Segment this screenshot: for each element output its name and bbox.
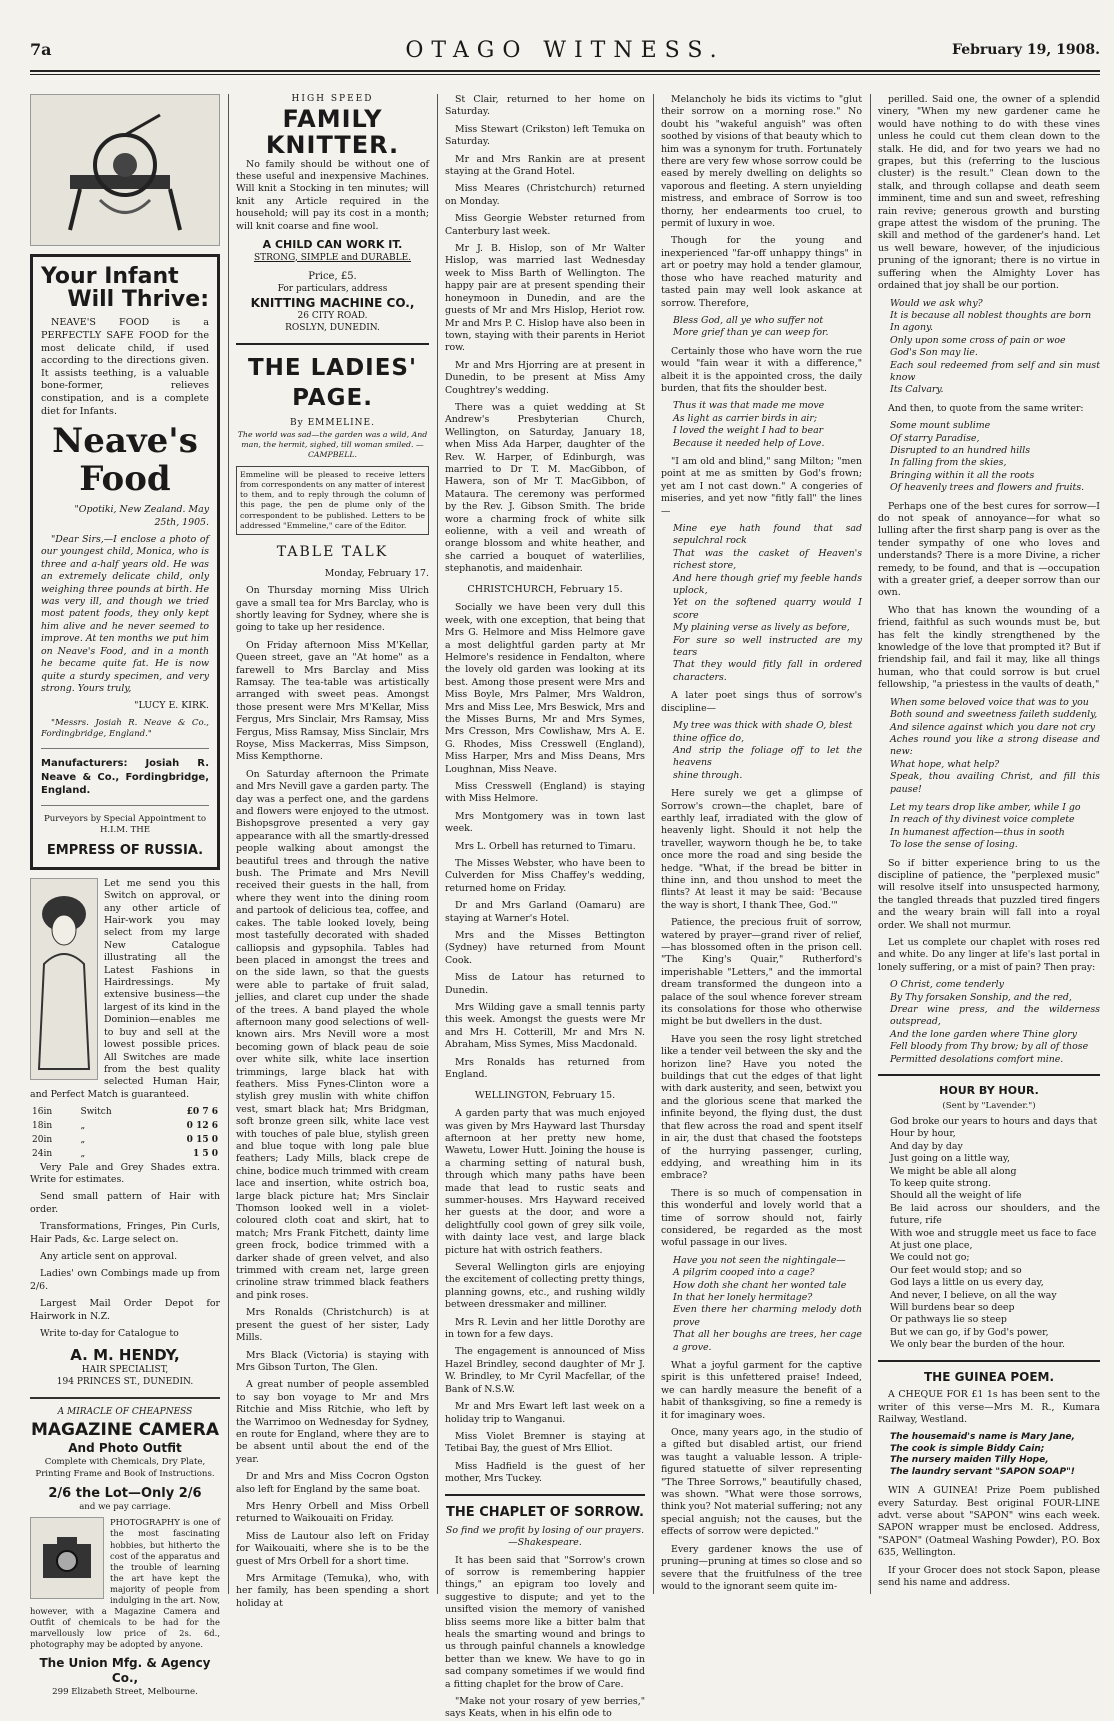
table-talk-dateline: Monday, February 17. [324, 567, 429, 579]
table-row: 24in „ 1 5 0 [32, 1148, 218, 1159]
neave-food-ad [30, 254, 220, 870]
switch-price-table [30, 1106, 220, 1162]
ladies-page-column [236, 94, 429, 1609]
paragraph: Mr and Mrs Hjorring are at present in Dunedin, to be present at Miss Amy Coughtrey's wedding. [445, 359, 645, 396]
hendy-name: A. M. HENDY, [70, 1345, 180, 1364]
camera-detail: Complete with Chemicals, Dry Plate, Printing Frame and Book of Instructions. [35, 1457, 215, 1479]
paragraph: perilled. Said one, the owner of a splendid vinery, "When my new gardener came he would have nothing to do with these vines unless he could cut them clean down to the stalk. He did, and for two years we had no grapes, but this (referring to the luscious cluster) is the result." Clean down to the stalk, and through collapse and death seem imminent, time and sun and sweet, refreshing rain revive; generous growth and bursting grape attest the wisdom of the pruning. The skill and method of the gardener's hand. Let us well beware, however, of the injudicious pruning of the ignorant; there is no virtue in suffering when the Almighty Lover has ordained that joy shall be our portion. [878, 94, 1100, 292]
paragraph: The Misses Webster, who have been to Culverden for Miss Chaffey's wedding, returned home on Friday. [445, 858, 645, 894]
camera-kicker: A MIRACLE OF CHEAPNESS [57, 1407, 193, 1418]
table-row: 18in „ 0 12 6 [32, 1121, 218, 1131]
paragraph: What a joyful garment for the captive spirit is this unfettered praise! Indeed, we can hardly measure the benefit of a habit of thanksgiving, so fine a remedy is it for imaginary woes. [661, 1360, 862, 1421]
paragraph: Mr J. B. Hislop, son of Mr Walter Hislop, was married last Wednesday week to Miss Barth of Wellington. The happy pair are at present spending their honeymoon in Dunedin, and are the guests of Mr and Mrs Hislop, Heriot row. Mr and Mrs P. C. Hislop have also been in town, staying with their parents in Heriot row. [445, 243, 645, 354]
knitter-kicker: HIGH SPEED [291, 94, 374, 104]
paragraph: Who that has known the wounding of a friend, faithful as such wounds must be, but has felt the kindly strengthened by the knowledge of the love that prompted it? But if friendship fail, and fail it may, like all things human, who that could sorrow is but cruel fellowship, "a priestess in the vaults of death," [878, 604, 1100, 691]
ladies-page-epigraph: The world was sad—the garden was a wild, And man, the hermit, sighed, till woman smiled. —CAMPBELL. [237, 429, 428, 460]
paragraph: It has been said that "Sorrow's crown of sorrow is remembering happier things," an epigram too lovely and suggestive to dispute; and yet to the unsifted vision the memory of vanished bliss seems more like a bitter balm that heals the smarting wound and brings to us through painful channels a knowledge better than we knew. We have to go in sad company sometimes if we would find a fitting chaplet for the brow of Care. [445, 1554, 645, 1690]
neave-empress: EMPRESS OF RUSSIA. [46, 842, 204, 858]
verse: Let my tears drop like amber, while I go In reach of thy divinest voice complete In humanest affection—thus in sooth To lose the sense of losing. [890, 801, 1081, 851]
knitter-addr2: ROSLYN, DUNEDIN. [285, 323, 380, 334]
hendy-ad [30, 878, 220, 1389]
neave-body: NEAVE'S FOOD is a PERFECTLY SAFE FOOD for the most delicate child, if used according to the directions given. It assists teething, is a valuable bone-former, relieves constipation, and is a complete diet for Infants. [41, 317, 209, 417]
hendy-address: 194 PRINCES ST., DUNEDIN. [56, 1377, 194, 1388]
camera-title: MAGAZINE CAMERA [30, 1419, 219, 1440]
camera-illustration [30, 1517, 104, 1599]
verse: Have you not seen the nightingale— A pilgrim cooped into a cage? How doth she chant her wonted tale In that her lonely hermitage? Even there her charming melody doth prove That all her boughs are trees, her cage a grove. [673, 1254, 862, 1353]
paragraph: Dr and Mrs and Miss Cocron Ogston also left for England by the same boat. [236, 1471, 429, 1495]
hour-by-hour-verse: God broke our years to hours and days that Hour by hour, And day by day Just going on a little way, We might be able all along To keep quite strong. Should all the weight of life Be laid across our shoulders, and the future, rife With woe and struggle meet us face to face At just one place, We could not go; Our feet would stop; and so God lays a little on us every day, And never, I believe, on all the way Will burdens bear so deep Or pathways lie so steep But we can go, if by God's power, We only bear the burden of the hour. [890, 1115, 1100, 1351]
paragraph: Certainly those who have worn the rue would "fain wear it with a difference," albeit it is the appointed cross, the daily burden, that fits the shoulder best. [661, 345, 862, 394]
paragraph: Mr and Mrs Ewart left last week on a holiday trip to Wanganui. [445, 1401, 645, 1425]
paragraph: Patience, the precious fruit of sorrow, watered by prayer—grand river of relief, —has blossomed often in the prison cell. "The King's Quair," Rutherford's imperishable "Letters," and the immortal dream transformed the dungeon into a palace of the soul whence forever stream its consolations for those who otherwise might be but dwellers in the dust. [661, 917, 862, 1028]
camera-carriage: and we pay carriage. [79, 1502, 171, 1513]
camera-company: The Union Mfg. & Agency Co., [39, 1655, 211, 1686]
camera-ad [30, 1407, 220, 1698]
hendy-combings: Ladies' own Combings made up from 2/6. [30, 1268, 220, 1292]
hendy-shades: Very Pale and Grey Shades extra. Write for estimates. [30, 1161, 220, 1186]
paragraph: Have you seen the rosy light stretched like a tender veil between the sky and the horizon line? Have you noted the buildings that cut the edges of that light with dark austerity, and seen, betwixt you and the glorious scene that marked the infinite beyond, the flying dust, the dust that flew across the road and spent itself in air, the dust that chased the footsteps of the hurrying passenger, curling, eddying, and wreathing him in its embrace? [661, 1033, 862, 1182]
chaplet-epigraph: So find we profit by losing of our prayers. —Shakespeare. [445, 1524, 645, 1549]
paragraph: Melancholy he bids its victims to "glut their sorrow on a morning rose." No doubt his "wakeful anguish" was often soothed by visions of that beauty which to him was a synonym for truth. Fortunately there are very few whose sorrow could be eased by merely dwelling on delights so vaporous and fleeting. A stern unyielding mistress, and embrace of Sorrow is too thorny, her endearments too cruel, to permit of luxury in woe. [661, 94, 862, 230]
paragraph: Mrs Ronalds has returned from England. [445, 1056, 645, 1081]
knitter-ad [236, 94, 429, 335]
knitter-addr1: 26 CITY ROAD. [297, 311, 368, 322]
paragraph: A garden party that was much enjoyed was given by Mrs Hayward last Thursday afternoon at her pretty new home, Wawetu, Lower Hutt. Joining the house is a charming setting of natural bush, through which many paths have been made that lead to rustic seats and summer-houses. Mrs Hayward received her guests at the door, and wore a delightfully cool gown of grey silk voile, with dainty lace vest, and large black picture hat with ostrich feathers. [445, 1108, 645, 1256]
paragraph: Mrs Wilding gave a small tennis party this week. Amongst the guests were Mr and Mrs H. Cotterill, Mr and Mrs N. Abraham, Miss Symes, Miss Macdonald. [445, 1002, 645, 1051]
poems-column [878, 94, 1100, 1594]
paragraph: "I am old and blind," sang Milton; "men point at me as smitten by God's frown; yet am I not cast down." A congeries of miseries, and yet now "fitly fall" the lines— [661, 455, 862, 517]
camera-subtitle: And Photo Outfit [68, 1441, 182, 1456]
paragraph: Miss Georgie Webster returned from Canterbury last week. [445, 213, 645, 237]
chaplet-column [661, 94, 862, 1594]
hendy-sample: Send small pattern of Hair with order. [30, 1191, 220, 1215]
paragraph: A great number of people assembled to say bon voyage to Mr and Mrs Ritchie and Miss Ritchie, who left by the Warrimoo on Wednesday for Sydney, en route for England, where they are to be absent until about the end of the year. [236, 1379, 429, 1465]
paragraph: Miss Cresswell (England) is staying with Miss Helmore. [445, 780, 645, 805]
verse: O Christ, come tenderly By Thy forsaken Sonship, and the red, Drear wine press, and the wilderness outspread, And the lone garden where Thine glory Fell bloody from Thy brow; by all of those Permitted desolations comfort mine. [890, 979, 1100, 1065]
ladies-page-byline: By EMMELINE. [290, 417, 375, 428]
hour-by-hour-credit: (Sent by "Lavender.") [942, 1100, 1036, 1111]
paragraph: Perhaps one of the best cures for sorrow—I do not speak of annoyance—for what so lulling after the first sharp pang is over as the tender sympathy of one who loves and understands? There is a more Divine, a richer remedy, to be found, and that is —occupation with a greater grief, a deeper sorrow than our own. [878, 500, 1100, 599]
paragraph: Socially we have been very dull this week, with one exception, that being that Mrs G. Helmore and Miss Helmore gave a most delightful garden party at Mr Helmore's residence in Fendalton, where the lovely old garden was looking at its best. Among those present were Mrs and Miss Boyle, Mrs Palmer, Mrs Waldron, Mrs and Miss Lee, Mrs Beswick, Mrs and the Misses Burns, Mr and Mrs Symes, Mrs Cresson, Mrs Cowlishaw, Mrs A. E. G. Rhodes, Miss Cresswell (England), Miss Harper, Mrs and Miss Deans, Mrs Loughnan, Miss Neave. [445, 602, 645, 775]
verse: Would we ask why? It is because all noblest thoughts are born In agony. Only upon some cross of pain or woe God's Son may lie. Each soul redeemed from self and sin must know Its Calvary. [890, 297, 1100, 396]
paragraph: Mrs Montgomery was in town last week. [445, 810, 645, 835]
hendy-catalogue: Write to-day for Catalogue to [40, 1328, 179, 1340]
knitter-title: FAMILY KNITTER. [265, 104, 400, 160]
verse: My tree was thick with shade O, blest thine office do, And strip the foliage off to let the heavens shine through. [673, 720, 862, 781]
knitter-body: No family should be without one of these useful and inexpensive Machines. Will knit a Stocking in ten minutes; will knit any Article required in the household; will pay its cost in a month; will knit coarse and fine wool. [236, 158, 429, 232]
paragraph: Miss Stewart (Crikston) left Temuka on Saturday. [445, 123, 645, 148]
knitter-company: KNITTING MACHINE CO., [250, 295, 415, 310]
paragraph: Mrs R. Levin and her little Dorothy are in town for a few days. [445, 1316, 645, 1341]
paragraph: On Thursday morning Miss Ulrich gave a small tea for Mrs Barclay, who is shortly leaving for Sydney, where she is going to take up her residence. [236, 585, 429, 634]
verse: Some mount sublime Of starry Paradise, Disrupted to an hundred hills In falling from the skies, Bringing within it all the roots Of heavenly trees and flowers and fruits. [890, 420, 1085, 494]
header-rule [30, 70, 1100, 72]
paragraph: Though for the young and inexperienced "far-off unhappy things" in art or poetry may hold a tender glamour, those who have reached maturity and tasted pain may well look askance at sorrow. Therefore, [661, 235, 862, 309]
camera-body: PHOTOGRAPHY is one of the most fascinating hobbies, but hitherto the cost of the apparatus and the trouble of learning the art have kept the majority of people from indulging in the art. Now, however, with a Magazine Camera and Outfit of chemicals to be had for the marvellously low price of 2s. 6d., photography may be adopted by anyone. [30, 1517, 220, 1650]
knitter-slogan: A CHILD CAN WORK IT. [262, 238, 403, 252]
neave-purveyors: Purveyors by Special Appointment to H.I.M. THE [43, 813, 207, 836]
verse: Thus it was that made me move As light as carrier birds in air; I loved the weight I had to bear Because it needed help of Love. [673, 400, 825, 449]
hendy-intro: Let me send you this Switch on approval, or any other article of Hair-work you may select from my large New Catalogue illustrating all the Latest Fashions in Hairdressings. My extensive business—the largest of its kind in the Dominion—enables me to buy and sell at the lowest possible prices. All Switches are made from the best quality selected Human Hair, and Perfect Match is guaranteed. [30, 877, 220, 1100]
hendy-approval: Any article sent on approval. [40, 1251, 178, 1263]
column-rule [228, 94, 229, 1594]
chaplet-title: THE CHAPLET OF SORROW. [446, 1504, 644, 1520]
camera-icon [37, 1528, 97, 1588]
knitter-tagline: STRONG, SIMPLE and DURABLE. [253, 252, 412, 263]
neave-signature: "LUCY E. KIRK. [134, 700, 209, 712]
paragraph: Let us complete our chaplet with roses red and white. Do any linger at life's last portal in lonely suffering, or a mist of pain? Then pray: [878, 937, 1100, 973]
neave-testimonial: "Dear Sirs,—I enclose a photo of our youngest child, Monica, who is three and a-half years old. He was an extremely delicate child, only weighing three pounds at birth. He was very ill, and though we tried most patent foods, they only kept him alive and he never seemed to improve. At ten months we put him on Neave's Food, and in a month he became quite fat. He is now quite a sturdy specimen, and very strong. Yours truly, [41, 534, 209, 694]
social-news-column [445, 94, 646, 1720]
verse: Mine eye hath found that sad sepulchral rock That was the casket of Heaven's richest store, And here though grief my feeble hands uplock, Yet on the softened quarry would I score My plaining verse as lively as before, For sure so well instructed are my tears That they would fitly fall in ordered characters. [673, 523, 862, 683]
column-rule [653, 94, 654, 1594]
paragraph: Mrs and the Misses Bettington (Sydney) have returned from Mount Cook. [445, 930, 645, 966]
paragraph: Miss de Lautour also left on Friday for Waikouaiti, where she is to be the guest of Mrs Orbell for a short time. [236, 1530, 429, 1567]
paragraph: Miss de Latour has returned to Dunedin. [445, 972, 645, 996]
paragraph: On Saturday afternoon the Primate and Mrs Nevill gave a garden party. The day was a perfect one, and the gardens and flowers were enjoyed to the utmost. Bishopsgrove presented a very gay appearance with all the smartly-dressed people walking about amongst the beautiful trees and through the native bush. The Primate and Mrs Nevill received their guests in the hall, from where they went into the dining room and partook of delicious tea, coffee, and cakes. The table looked lovely, being most tastefully decorated with shaded calliopsis and gypsophila. Tables had been placed in amongst the trees and on the side lawn, so that the guests were able to partake of fruit salad, jellies, and claret cup under the shade of the trees. A band played the whole afternoon many good selections of well-known airs. Mrs Nevill wore a most becoming gown of black peau de soie over white silk, white lace insertion trimmings, large black hat with feathers. Miss Fynes-Clinton wore a stylish grey muslin with white chiffon vest, smart black hat; Mrs Bridgman, soft bronze green silk, white lace vest with touches of pale blue, stylish green and blue toque with long pale blue feathers; Lady Mills, black crepe de chine, bodice much trimmed with cream lace and insertion, white ostrich boa, large black picture hat; Mrs Sinclair Thomson looked well in a violet-coloured cloth coat and skirt, hat to match; Mrs Frank Fitchett, dainty lime green frock, bodice trimmed with a darker shade of green velvet, and also trimmed with cream net, large green crinoline straw trimmed black feathers and pink roses. [236, 768, 429, 1301]
wellington-heading: WELLINGTON, February 15. [474, 1089, 616, 1101]
ladies-page-title: THE LADIES' PAGE. [247, 355, 418, 412]
knitter-particulars: For particulars, address [277, 283, 388, 294]
verse: When some beloved voice that was to you Both sound and sweetness faileth suddenly, And silence against which you dare not cry Aches round you like a strong disease and new: What hope, what help? Speak, thou availing Christ, and fill this pause! [890, 696, 1100, 795]
issue-date: February 19, 1908. [952, 42, 1100, 58]
hendy-trade: HAIR SPECIALIST, [81, 1365, 169, 1376]
paragraph: Several Wellington girls are enjoying the excitement of collecting pretty things, planning gowns, etc., and rushing wildly between dressmaker and milliner. [445, 1262, 646, 1311]
paragraph: Miss Violet Bremner is staying at Tetibai Bay, the guest of Mrs Elliot. [445, 1430, 645, 1455]
paragraph: Miss Hadfield is the guest of her mother, Mrs Tuckey. [445, 1460, 645, 1485]
paragraph: Mrs Ronalds (Christchurch) is at present the guest of her sister, Lady Mills. [236, 1307, 429, 1344]
camera-address: 299 Elizabeth Street, Melbourne. [52, 1687, 198, 1698]
hendy-transformations: Transformations, Fringes, Pin Curls, Hair Pads, &c. Large select on. [30, 1221, 220, 1245]
table-talk-title: TABLE TALK [276, 544, 389, 561]
paragraph: A later poet sings thus of sorrow's discipline— [661, 690, 862, 714]
knitting-machine-icon [50, 105, 200, 235]
paragraph: If your Grocer does not stock Sapon, please send his name and address. [878, 1564, 1100, 1589]
verse: Bless God, all ye who suffer not More grief than ye can weep for. [673, 314, 829, 339]
paragraph: Mrs Armitage (Temuka), who, with her family, has been spending a short holiday at [236, 1573, 429, 1609]
paragraph: WIN A GUINEA! Prize Poem published every Saturday. Best original FOUR-LINE advt. verse about "SAPON" wins each week. SAPON wrapper must be enclosed. Address, "SAPON" (Oatmeal Washing Powder), P.O. Box 635, Wellington. [878, 1485, 1100, 1559]
knitting-machine-illustration [30, 94, 220, 246]
ladies-page-notice: Emmeline will be pleased to receive letters from correspondents on any matter of interest to them, and to reply through the column of this page, the pen de plume only of the correspondent to be published. Letters to be addressed "Emmeline," care of the Editor. [236, 466, 429, 536]
column-rule [870, 94, 871, 1594]
paragraph: Miss Meares (Christchurch) returned on Monday. [445, 183, 645, 207]
advert-column [30, 94, 220, 1698]
column-rule [437, 94, 438, 1594]
hendy-mail-order: Largest Mail Order Depot for Hairwork in N.Z. [30, 1298, 220, 1322]
lady-portrait-icon [34, 884, 94, 1074]
page-header [30, 38, 1100, 64]
paragraph: "Make not your rosary of yew berries," says Keats, when in his elfin ode to [445, 1695, 645, 1720]
guinea-poem-verse: The housemaid's name is Mary Jane, The cook is simple Biddy Cain; The nursery maiden Tilly Hope, The laundry servant "SAPON SOAP"! [890, 1431, 1075, 1478]
neave-testimonial-place: "Opotiki, New Zealand. May 25th, 1905. [74, 504, 209, 528]
paragraph: So if bitter experience bring to us the discipline of patience, the "perplexed music" will resolve itself into unsuspected harmony, the tangled threads that puzzled tired fingers and the weary brain will fall into a royal order. We shall not murmur. [878, 857, 1100, 931]
paragraph: Mr and Mrs Rankin are at present staying at the Grand Hotel. [445, 153, 645, 178]
paragraph: Mrs Black (Victoria) is staying with Mrs Gibson Turton, The Glen. [236, 1349, 429, 1373]
paragraph: Mrs Henry Orbell and Miss Orbell returned to Waikouaiti on Friday. [236, 1500, 429, 1525]
neave-makers: Manufacturers: Josiah R. Neave & Co., Fordingbridge, England. [41, 758, 209, 796]
paragraph: Every gardener knows the use of pruning—pruning at times so close and so severe that the fruitfulness of the tree would to the ignorant seem quite im- [661, 1543, 862, 1592]
paragraph: St Clair, returned to her home on Saturday. [445, 94, 645, 118]
paragraph: Once, many years ago, in the studio of a gifted but disabled artist, our friend was taught a valuable lesson. A triple-figured statuette of silver representing "The Three Sorrows," beautifully chased, was shown. "What were those sorrows, think you? Not material suffering; not any special anguish; not the causes, but the effects of sorrow were depicted." [661, 1427, 862, 1538]
table-row: 16in Switch £0 7 6 [32, 1107, 218, 1118]
neave-brand-2: Food [79, 458, 171, 499]
neave-addressee: "Messrs. Josiah R. Neave & Co., Fordingbridge, England." [41, 717, 209, 740]
neave-headline-2: Will Thrive: [67, 287, 209, 313]
neave-headline-1: Your Infant [41, 264, 179, 289]
camera-price: 2/6 the Lot—Only 2/6 [48, 1485, 202, 1501]
paragraph: There is so much of compensation in this wonderful and lovely world that a time of sorrow should not, fairly considered, be regarded as the most woful passage in our lives. [661, 1187, 862, 1249]
table-row: 20in „ 0 15 0 [32, 1134, 218, 1145]
knitter-price: Price, £5. [308, 271, 357, 283]
header-rule-thin [30, 74, 1100, 75]
page-number: 7a [30, 40, 52, 59]
paragraph: Mrs L. Orbell has returned to Timaru. [455, 840, 636, 852]
paragraph: On Friday afternoon Miss M'Kellar, Queen street, gave an "At home" as a farewell to Mrs Barclay and Miss Ramsay. The tea-table was artistically arranged with sweet peas. Amongst those present were Mrs M'Kellar, Miss Fergus, Mrs Sinclair, Mrs Ramsay, Miss Fergus, Miss Ramsay, Miss Sinclair, Mrs Royse, Miss Mackerras, Miss Simpson, Miss Kempthorne. [236, 639, 429, 763]
paragraph: Here surely we get a glimpse of Sorrow's crown—the chaplet, bare of earthly leaf, irradiated with the glow of heavenly light. Should it not help the traveller, wayworn though he be, to take once more the road and sing beside the hedge. "What, if the bread be bitter in thine inn, and thou unshod to meet the flints? At least it may be said: 'Because the way is short, I thank Thee, God.'" [661, 788, 862, 911]
hour-by-hour-title: HOUR BY HOUR. [939, 1084, 1039, 1098]
paragraph: There was a quiet wedding at St Andrew's Presbyterian Church, Wellington, on Saturday, January 18, when Miss Ada Harper, daughter of the Rev. W. Harper, of Edinburgh, was married to Dr T. M. MacGibbon, of Hawera, son of Mr T. MacGibbon, of Mataura. The ceremony was performed by the Rev. J. Gibson Smith. The bride wore a charming frock of white silk eolienne, with a veil and wreath of orange blossom and white heather, and she carried a bouquet of waterlilies, stephanotis, and maidenhair. [445, 401, 645, 575]
guinea-poem-title: THE GUINEA POEM. [923, 1369, 1055, 1384]
paragraph: A CHEQUE FOR £1 1s has been sent to the writer of this verse—Mrs M. R., Kumara Railway, Westland. [878, 1389, 1100, 1426]
paragraph: And then, to quote from the same writer: [888, 402, 1084, 414]
christchurch-heading: CHRISTCHURCH, February 15. [467, 583, 623, 595]
paragraph: Dr and Mrs Garland (Oamaru) are staying at Warner's Hotel. [445, 900, 645, 924]
lady-portrait-illustration [30, 878, 98, 1080]
masthead: OTAGO WITNESS. [405, 38, 725, 63]
neave-brand-1: Neave's [52, 421, 198, 462]
paragraph: The engagement is announced of Miss Hazel Brindley, second daughter of Mr J. W. Brindley, to Mr Cyril Macfellar, of the Bank of N.S.W. [445, 1346, 645, 1395]
